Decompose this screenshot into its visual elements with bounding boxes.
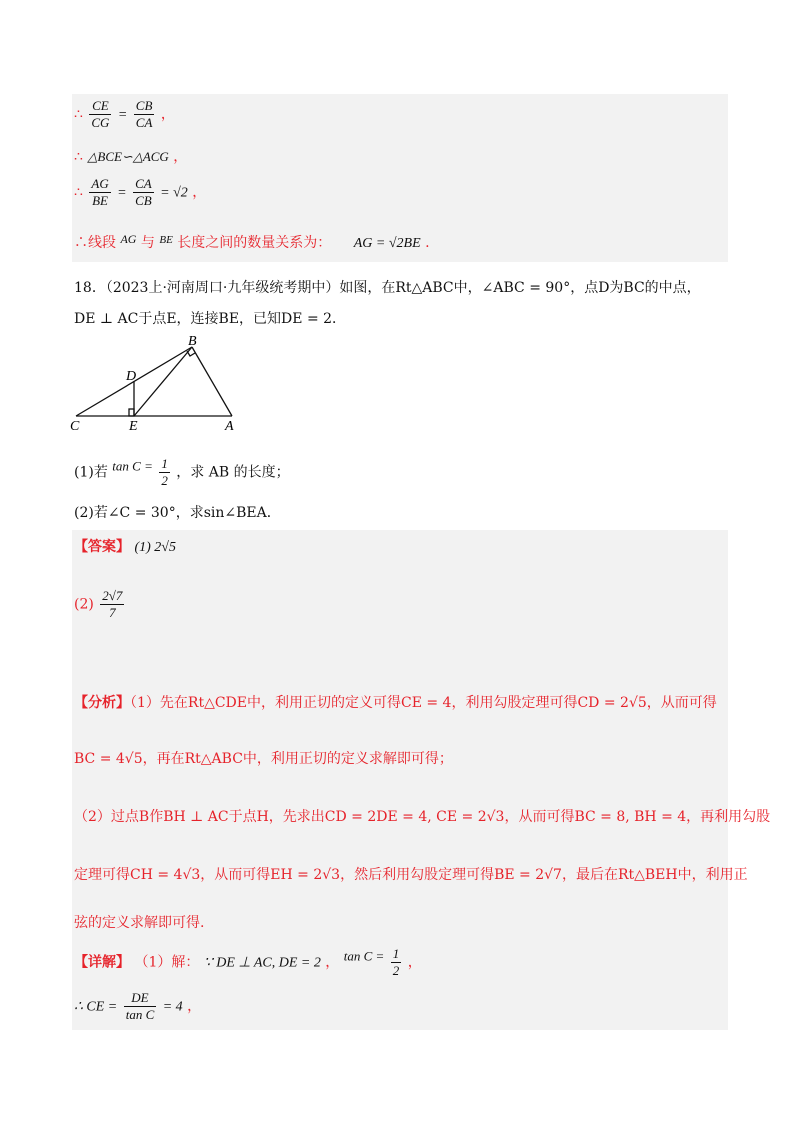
fraction-ca-cb: $\frac{CA}{CB}$ [135, 176, 152, 208]
step-ratio-sqrt-line: ∴ $\frac{AG}{BE}$ = $\frac{CA}{CB}$ = √2 ， [74, 176, 207, 208]
fraction-cb-ca: $\frac{CB}{CA}$ [135, 98, 153, 130]
fraction-one-half: $\frac{1}{2}$ [161, 456, 168, 488]
label-a: A [225, 419, 234, 434]
fraction-ce-cg: $\frac{CE}{CG}$ [91, 98, 110, 130]
detail-line2: ∴ CE = $\frac{DE}{\text{tan C}}$ = 4 ， [74, 990, 202, 1022]
analysis-line2: BC = 4√5，再在Rt△ABC中，利用正切的定义求解即可得； [74, 751, 453, 767]
answer-line2: (2) $\frac{2√7}{7}$ [74, 588, 123, 620]
analysis-line1: 【分析】（1）先在Rt△CDE中，利用正切的定义可得CE = 4，利用勾股定理可得CD = 2√5，从而可得 [74, 695, 717, 711]
label-b: B [188, 334, 197, 349]
step-similar-line: ∴ △BCE∽△ACG ， [74, 149, 188, 165]
step-ratio-line: ∴ $\frac{CE}{CG}$ = $\frac{CB}{CA}$ ， [74, 98, 175, 130]
label-d: D [126, 369, 137, 384]
question-18-line2: DE ⊥ AC于点E，连接BE，已知DE = 2． [74, 311, 347, 327]
fraction-tan-half: $\frac{1}{2}$ [392, 946, 400, 978]
question-part1: (1)若 tan C = $\frac{1}{2}$ ，求 AB 的长度； [74, 456, 290, 488]
fraction-de-tanc: $\frac{DE}{\text{tan C}}$ [125, 990, 155, 1022]
triangle-figure [68, 334, 248, 434]
answer-line1: 【答案】 (1) 2√5 [74, 539, 176, 555]
question-part2: (2)若∠C = 30°，求sin∠BEA． [74, 505, 281, 521]
fraction-answer-2: $\frac{2√7}{7}$ [102, 588, 123, 620]
label-e: E [129, 419, 138, 434]
fraction-ag-be: $\frac{AG}{BE}$ [91, 176, 109, 208]
label-c: C [70, 419, 80, 434]
conclusion-line: ∴线段 AG 与 $^{BE}$ 长度之间的数量关系为： AG = √2BE . [74, 232, 430, 251]
analysis-line5: 弦的定义求解即可得. [74, 915, 205, 931]
detail-line1: 【详解】 （1）解： ∵ DE ⊥ AC, DE = 2 ， tan C = $\frac{1}{2}$ ， [74, 946, 422, 978]
question-18-line1: 18．（2023上·河南周口·九年级统考期中）如图，在Rt△ABC中，∠ABC = 90°，点D为BC的中点， [74, 280, 701, 296]
analysis-line4: 定理可得CH = 4√3，从而可得EH = 2√3，然后利用勾股定理可得BE = 2√7，最后在Rt△BEH中，利用正 [74, 867, 748, 883]
analysis-line3: （2）过点B作BH ⊥ AC于点H，先求出CD = 2DE = 4, CE = 2√3，从而可得BC = 8, BH = 4，再利用勾股 [74, 809, 771, 825]
